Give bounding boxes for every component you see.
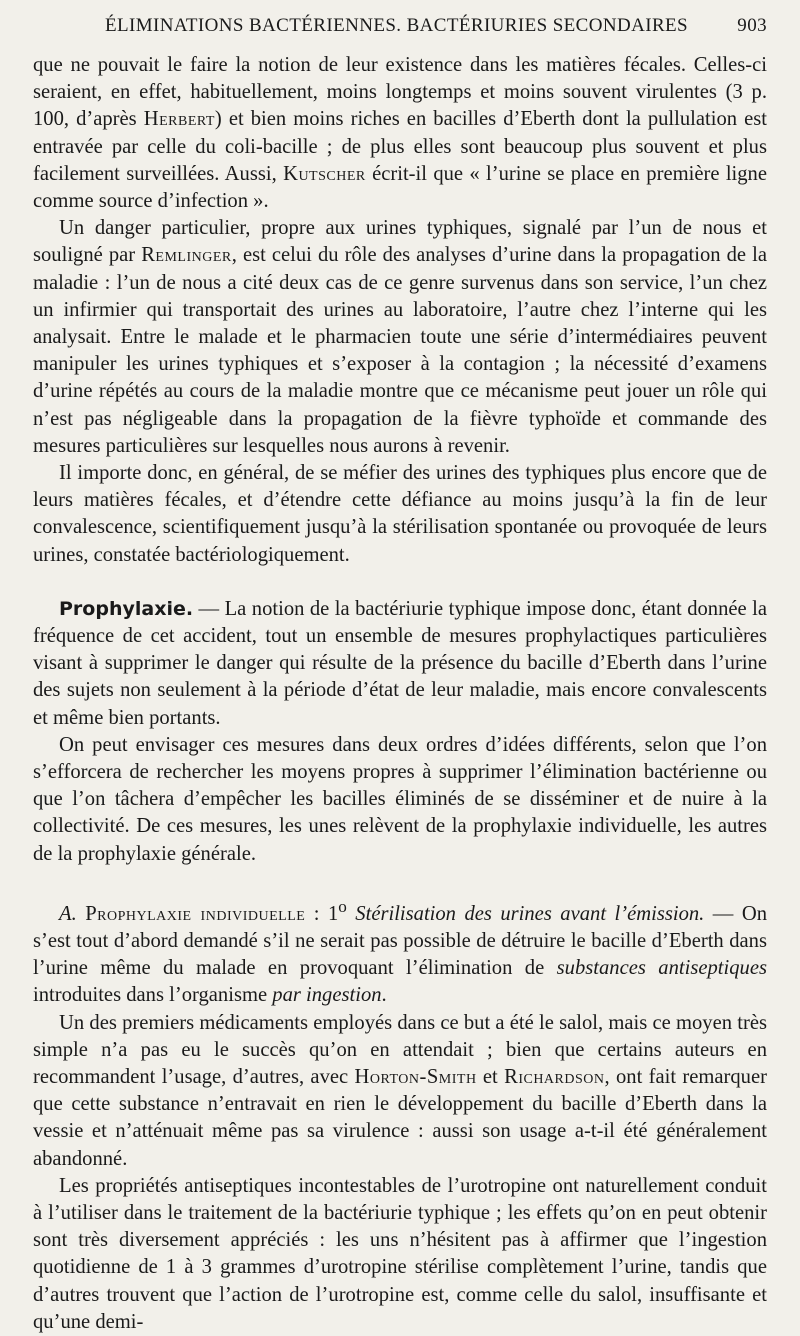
paragraph: que ne pouvait le faire la notion de leur existence dans les matières fécales. Celles-ci seraient, en effet, habituellement, moins longtemps et moins souvent virulentes (3 p. 100, d’après Herbert) et bien moins riches en bacilles d’Eberth dont la pullulation est entravée par celle du coli-bacille ; de plus elles sont beaucoup plus souvent et plus facilement surveillées. Aussi, Kutscher écrit-il que « l’urine se place en première ligne comme source d’infection ».	[33, 54, 767, 213]
paragraph: Un des premiers médicaments employés dans ce but a été le salol, mais ce moyen très simple n’a pas eu le succès qu’on en attendait ; bien que certains auteurs en recommandent l’usage, d’autres, avec Horton-Smith et Richardson, ont fait remarquer que cette substance n’entravait en rien le développement du bacille d’Eberth dans la vessie et n’atténuait même pas sa virulence : aussi son usage a-t-il été généralement abandonné.	[33, 1011, 767, 1170]
paragraph: Les propriétés antiseptiques incontestables de l’urotropine ont naturellement conduit à l’utiliser dans le traitement de la bactériurie typhique ; les effets qu’on en peut obtenir sont très diversement appréciés : les uns n’hésitent pas à affirmer que l’ingestion quotidienne de 1 à 3 grammes d’urotropine stérilise complètement l’urine, tandis que d’autres trouvent que l’action de l’urotropine est, comme celle du salol, insuffisante et qu’une demi-	[33, 1174, 767, 1333]
author-name: Remlinger	[141, 244, 232, 267]
paragraph: Un danger particulier, propre aux urines typhiques, signalé par l’un de nous et souligné par Remlinger, est celui du rôle des analyses d’urine dans la propagation de la maladie : l’un de nous a cité deux cas de ce genre survenus dans son service, l’un chez un infirmier qui transportait des urines au laboratoire, l’autre chez l’interne qui les analysait. Entre le malade et le pharmacien toute une série d’intermédiaires peuvent manipuler les urines typhiques et s’exposer à la contagion ; la nécessité d’examens d’urine répétés au cours de la maladie montre que ce mécanisme peut jouer un rôle qui n’est pas négligeable dans la propagation de la fièvre typhoïde et commande des mesures particulières sur lesquelles nous aurons à revenir.	[33, 217, 767, 457]
author-name: Richardson	[504, 1065, 605, 1088]
author-name: Kutscher	[283, 162, 366, 185]
page-number: 903	[737, 15, 767, 36]
subsection-heading: Prophylaxie individuelle	[85, 902, 306, 925]
paragraph: A. Prophylaxie individuelle : 1$^o$ Stérilisation des urines avant l’émission. — On s’est tout d’abord demandé s’il ne serait pas possible de détruire le bacille d’Eberth dans l’urine même du malade en provoquant l’élimination de substances antiseptiques introduites dans l’organisme par ingestion.	[33, 896, 767, 1007]
running-head	[33, 0, 767, 52]
author-name: Herbert	[143, 108, 215, 131]
author-name: Horton-Smith	[354, 1065, 477, 1088]
body-text	[33, 52, 767, 1336]
paragraph: Prophylaxie. — La notion de la bactériurie typhique impose donc, étant donnée la fréquence de cet accident, tout un ensemble de mesures prophylactiques particulières visant à supprimer le danger qui résulte de la présence du bacille d’Eberth dans l’urine des sujets non seulement à la période d’état de leur maladie, mais encore convalescents et même bien portants.	[33, 597, 767, 729]
running-head-title: ÉLIMINATIONS BACTÉRIENNES. BACTÉRIURIES SECONDAIRES	[105, 15, 689, 36]
paragraph: On peut envisager ces mesures dans deux ordres d’idées différents, selon que l’on s’efforcera de rechercher les moyens propres à supprimer l’élimination bactérienne ou que l’on tâchera d’empêcher les bacilles éliminés de se disséminer et de nuire à la collectivité. De ces mesures, les unes relèvent de la prophylaxie individuelle, les autres de la prophylaxie générale.	[33, 733, 767, 865]
section-heading: Prophylaxie.	[59, 597, 194, 620]
subsection-title: Stérilisation des urines avant l’émission.	[355, 902, 705, 925]
paragraph: Il importe donc, en général, de se méfier des urines des typhiques plus encore que de leurs matières fécales, et d’étendre cette défiance au moins jusqu’à la fin de leur convalescence, scientifiquement jusqu’à la stérilisation spontanée ou provoquée de leurs urines, constatée bactériologiquement.	[33, 462, 767, 566]
